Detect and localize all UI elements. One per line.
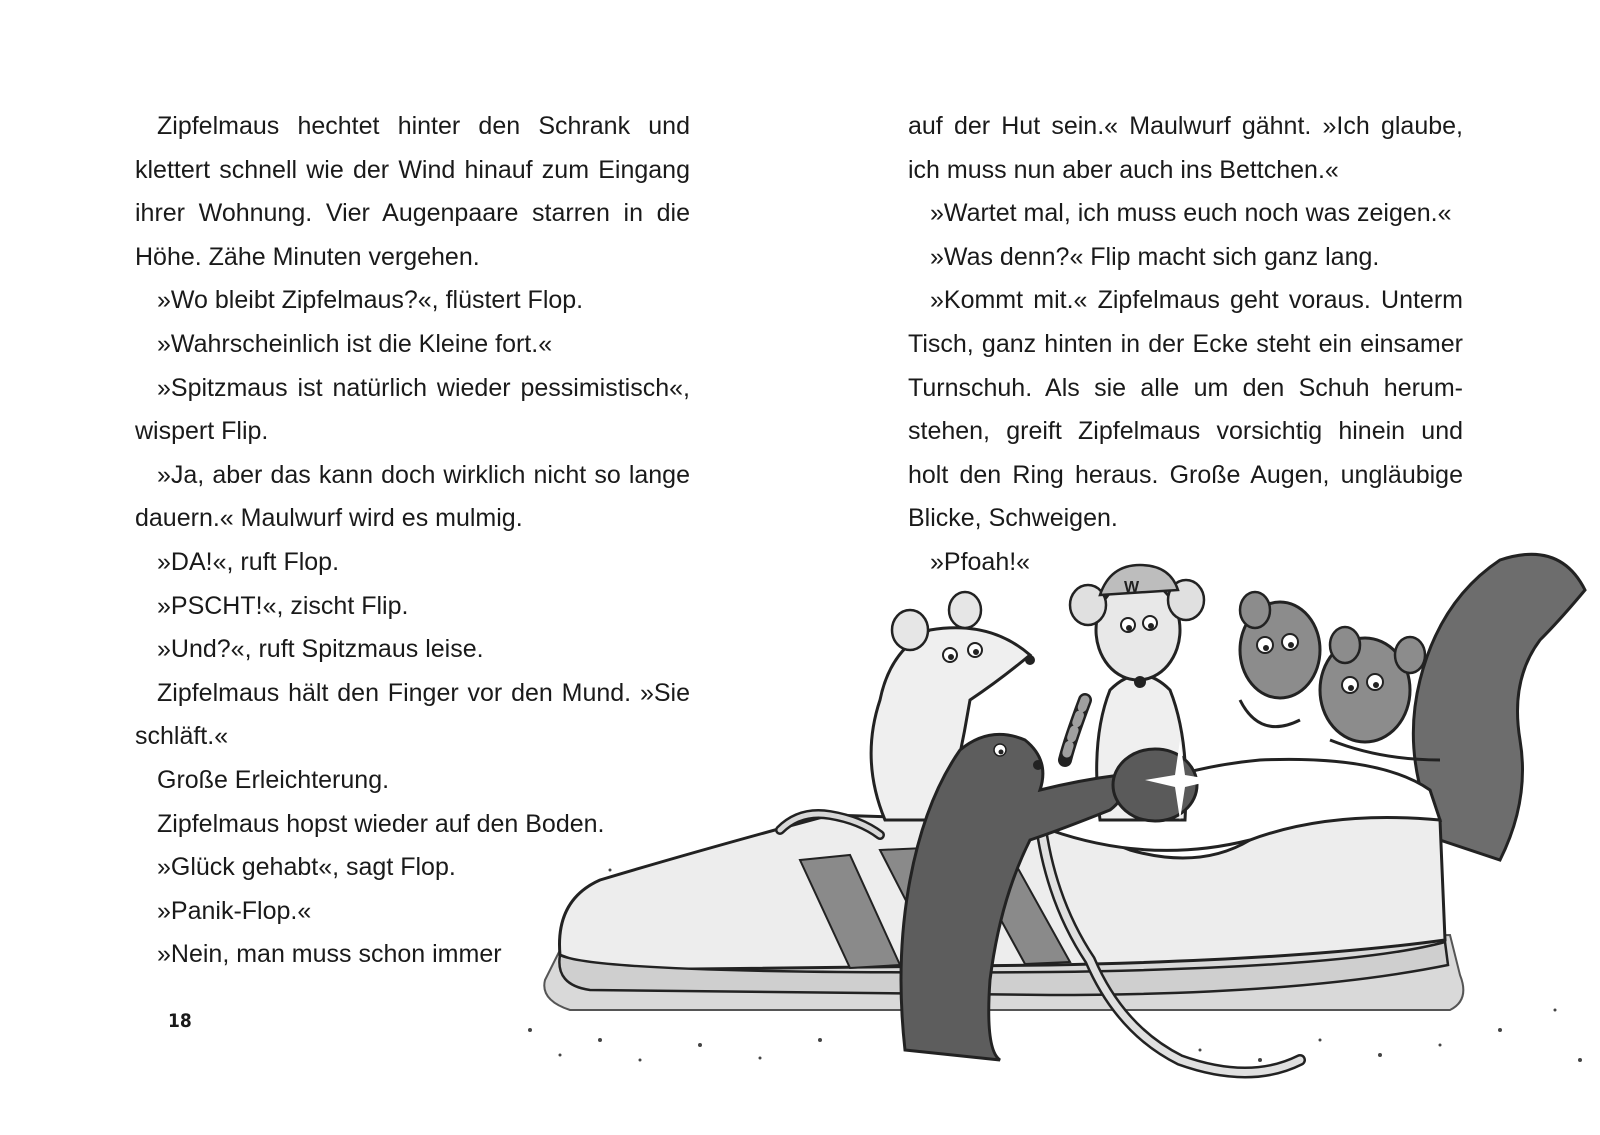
text-line: klettert schnell wie der Wind hinauf zum Eingang — [135, 155, 690, 184]
text-line: Große Erleichterung. — [157, 765, 390, 794]
text-line: Tisch, ganz hinten in der Ecke steht ein einsamer — [908, 329, 1463, 358]
text-line: »Glück gehabt«, sagt Flop. — [157, 853, 456, 882]
text-line: holt den Ring heraus. Große Augen, ungläubige — [908, 460, 1463, 489]
right-page-text — [908, 105, 1463, 585]
text-line: Höhe. Zähe Minuten vergehen. — [135, 242, 480, 271]
text-line: wispert Flip. — [135, 417, 269, 446]
text-line: »Pfoah!« — [930, 547, 1031, 576]
page-number: 18 — [168, 1010, 192, 1032]
text-line: Zipfelmaus hechtet hinter den Schrank und — [157, 112, 690, 140]
text-line: Turnschuh. Als sie alle um den Schuh herum- — [908, 373, 1463, 402]
text-line: »Panik-Flop.« — [157, 896, 312, 925]
text-line: auf der Hut sein.« Maulwurf gähnt. »Ich glaube, — [908, 112, 1463, 140]
text-line: »Was denn?« Flip macht sich ganz lang. — [930, 242, 1380, 271]
text-line: »Wartet mal, ich muss euch noch was zeigen.« — [930, 199, 1452, 228]
text-line: schläft.« — [135, 722, 229, 751]
text-line: dauern.« Maulwurf wird es mulmig. — [135, 504, 523, 533]
text-line: »Ja, aber das kann doch wirklich nicht so lange — [157, 460, 690, 489]
text-line: »Nein, man muss schon immer — [157, 940, 502, 969]
squirrel-character — [1240, 592, 1320, 727]
text-line: ich muss nun aber auch ins Bettchen.« — [908, 155, 1339, 184]
text-line: stehen, greift Zipfelmaus vorsichtig hinein und — [908, 417, 1463, 446]
text-line: ihrer Wohnung. Vier Augenpaare starren in die — [135, 199, 690, 228]
hat-letter: W — [1124, 579, 1140, 596]
text-line: »PSCHT!«, zischt Flip. — [157, 591, 409, 620]
text-line: »Wahrscheinlich ist die Kleine fort.« — [157, 329, 553, 358]
text-line: »DA!«, ruft Flop. — [157, 547, 340, 576]
text-line: »Wo bleibt Zipfelmaus?«, flüstert Flop. — [157, 286, 584, 315]
text-line: Zipfelmaus hopst wieder auf den Boden. — [157, 809, 605, 838]
text-line: Zipfelmaus hält den Finger vor den Mund. »Sie — [157, 678, 690, 707]
text-line: Blicke, Schweigen. — [908, 504, 1118, 533]
text-line: »Kommt mit.« Zipfelmaus geht voraus. Unterm — [930, 286, 1463, 315]
text-line: »Spitzmaus ist natürlich wieder pessimistisch«, — [157, 373, 690, 402]
illustration-animals-with-sneaker — [520, 520, 1600, 1135]
text-line: »Und?«, ruft Spitzmaus leise. — [157, 635, 484, 664]
